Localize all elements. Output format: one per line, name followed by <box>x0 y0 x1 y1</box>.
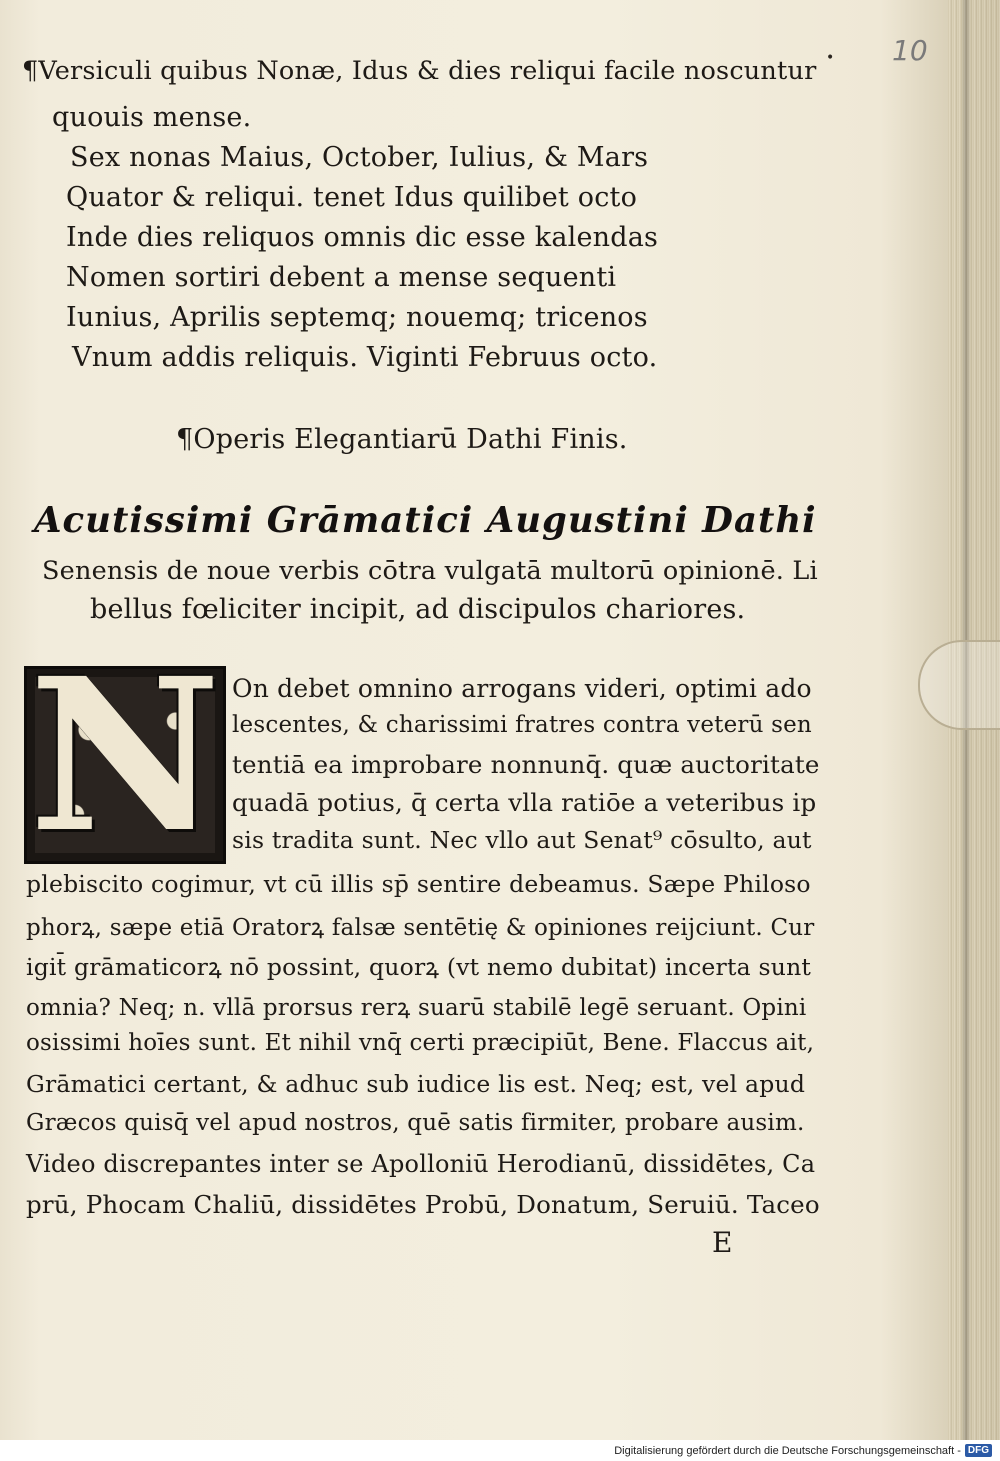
verse-line: Sex nonas Maius, October, Iulius, & Mars <box>70 142 649 173</box>
body-line: tentiā ea improbare nonnunq̄. quæ auctoritate <box>232 750 820 779</box>
verse-line: Nomen sortiri debent a mense sequenti <box>66 262 617 293</box>
body-line: plebiscito cogimur, vt cū illis sp̄ sentire debeamus. Sæpe Philoso <box>26 870 811 898</box>
body-line: quadā potius, q̄ certa vlla ratiōe a veteribus ip <box>232 788 817 817</box>
body-line: osissimi hoīes sunt. Et nihil vnq̄ certi præcipiūt, Bene. Flaccus ait, <box>26 1030 815 1056</box>
verse-line: Quator & reliqui. tenet Idus quilibet octo <box>66 182 638 213</box>
digitization-credit <box>614 1444 992 1457</box>
ink-speck: • <box>826 50 835 66</box>
body-line: prū, Phocam Chaliū, dissidētes Probū, Donatum, Seruiū. Taceo <box>26 1190 820 1219</box>
subtitle-line: bellus fœliciter incipit, ad discipulos chariores. <box>90 594 746 625</box>
signature-mark: E <box>712 1226 733 1259</box>
body-line: lescentes, & charissimi fratres contra veterū sen <box>232 712 812 738</box>
body-line: Video discrepantes inter se Apolloniū Herodianū, dissidētes, Ca <box>26 1150 816 1178</box>
decorated-initial <box>24 632 226 879</box>
body-line: phorꝝ, sæpe etiā Oratorꝝ falsæ sentētię & opiniones reijciunt. Cur <box>26 915 815 941</box>
verse-line: Iunius, Aprilis septemq; nouemq; tricenos <box>66 302 648 333</box>
subtitle-line: Senensis de noue verbis cōtra vulgatā multorū opinionē. Li <box>42 556 818 586</box>
body-line: Græcos quisq̄ vel apud nostros, quē satis firmiter, probare ausim. <box>26 1110 805 1136</box>
body-line: On debet omnino arrogans videri, optimi ado <box>232 674 812 703</box>
body-line: igit̄ grāmaticorꝝ nō possint, quorꝝ (vt nemo dubitat) incerta sunt <box>26 953 812 981</box>
heading-line: quouis mense. <box>52 102 252 133</box>
body-line: sis tradita sunt. Nec vllo aut Senat⁹ cōsulto, aut <box>232 826 812 854</box>
clasp-tab <box>918 640 1000 730</box>
folio-number: 10 <box>892 34 928 67</box>
credit-text: Digitalisierung gefördert durch die Deutsche Forschungsgemeinschaft - <box>614 1444 961 1457</box>
initial-letter: N <box>29 632 221 879</box>
verse-line: Vnum addis reliquis. Viginti Februus octo. <box>72 342 658 373</box>
body-line: Grāmatici certant, & adhuc sub iudice lis est. Neq; est, vel apud <box>26 1070 806 1098</box>
verse-line: Inde dies reliquos omnis dic esse kalendas <box>66 222 659 253</box>
body-line: omnia? Neq; n. vllā prorsus rerꝝ suarū stabilē legē seruant. Opini <box>26 995 807 1021</box>
finis-line: ¶Operis Elegantiarū Dathi Finis. <box>176 424 628 455</box>
dfg-logo: DFG <box>965 1444 992 1457</box>
treatise-title: Acutissimi Grāmatici Augustini Dathi <box>34 500 817 541</box>
heading-line: ¶Versiculi quibus Nonæ, Idus & dies reliqui facile noscuntur <box>22 56 817 86</box>
